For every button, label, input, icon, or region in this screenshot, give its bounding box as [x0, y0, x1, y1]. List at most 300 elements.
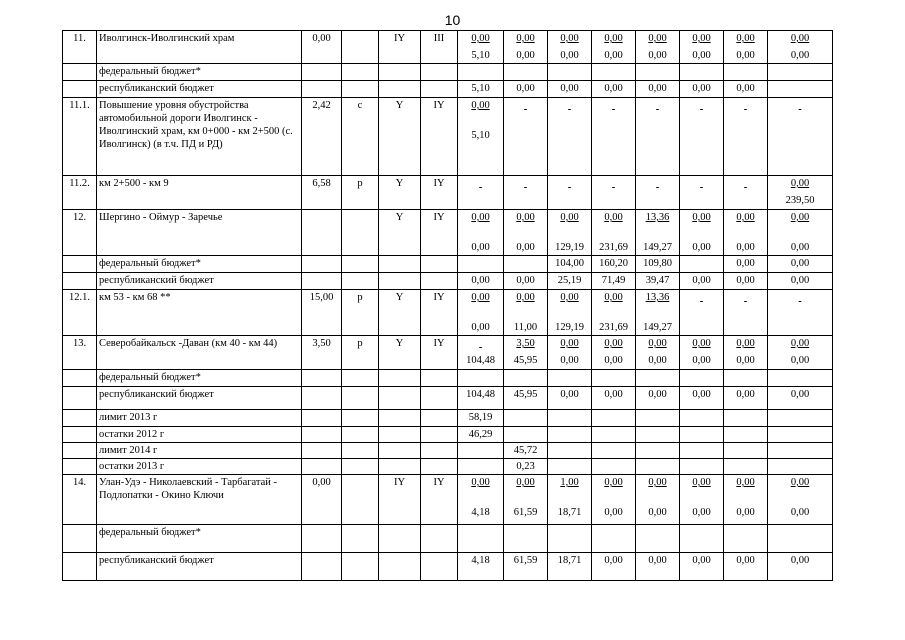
- year-value-cell: [680, 336, 724, 370]
- table-row: [63, 459, 833, 475]
- road-name: республиканский бюджет: [97, 553, 302, 581]
- cost-value: 239,50: [785, 195, 815, 206]
- length-value: 0,00: [516, 33, 535, 44]
- year-value-cell: [504, 176, 548, 210]
- year-value-cell: [458, 290, 504, 336]
- year-value-cell: [458, 336, 504, 370]
- table-row: [63, 64, 833, 81]
- length-value: 0,00: [790, 212, 810, 223]
- year-value-cell: [592, 427, 636, 443]
- length-value: 0,00: [471, 292, 490, 303]
- length-value: 0,00: [604, 212, 623, 223]
- year-value-cell: [548, 81, 592, 98]
- cost-value: 11,00: [513, 322, 538, 333]
- year-value-cell: [504, 98, 548, 176]
- year-value-cell: [636, 443, 680, 459]
- year-value-cell: [636, 176, 680, 210]
- cost-value: 45,95: [513, 355, 538, 366]
- length-value: 0,00: [560, 33, 579, 44]
- length-km: [302, 273, 342, 290]
- category-before: [379, 370, 421, 387]
- length-value: 0,00: [736, 477, 755, 488]
- year-value-cell: [458, 475, 504, 525]
- cost-value: 0,00: [736, 355, 755, 366]
- length-km: 15,00: [302, 290, 342, 336]
- year-value-cell: [592, 64, 636, 81]
- category-after: IY: [421, 290, 458, 336]
- year-value-cell: [724, 64, 768, 81]
- year-value-cell: [680, 475, 724, 525]
- row-number: 14.: [63, 475, 97, 525]
- category-after: IY: [421, 475, 458, 525]
- year-value-cell: [768, 387, 833, 410]
- cost-value: 0,00: [560, 83, 579, 94]
- category-before: [379, 64, 421, 81]
- length-value: 0,00: [516, 477, 535, 488]
- cost-value: 0,00: [648, 389, 667, 400]
- length-km: 0,00: [302, 31, 342, 64]
- year-value-cell: [504, 256, 548, 273]
- year-value-cell: [548, 210, 592, 256]
- year-value-cell: [592, 176, 636, 210]
- year-value-cell: [724, 336, 768, 370]
- year-value-cell: [504, 459, 548, 475]
- row-number: 11.2.: [63, 176, 97, 210]
- work-type: р: [342, 290, 379, 336]
- year-value-cell: [458, 273, 504, 290]
- category-before: [379, 427, 421, 443]
- year-value-cell: [680, 98, 724, 176]
- cost-value: 39,47: [645, 275, 670, 286]
- work-type: [342, 370, 379, 387]
- row-number: 11.: [63, 31, 97, 64]
- category-before: [379, 81, 421, 98]
- road-name: федеральный бюджет*: [97, 525, 302, 553]
- year-value-cell: [548, 427, 592, 443]
- year-value-cell: [636, 553, 680, 581]
- year-value-cell: [504, 64, 548, 81]
- length-value: [682, 99, 721, 112]
- length-value: 0,00: [516, 212, 535, 223]
- year-value-cell: [458, 176, 504, 210]
- cost-value: 149,27: [643, 322, 672, 333]
- year-value-cell: [768, 210, 833, 256]
- length-value: [770, 291, 830, 304]
- cost-value: 0,00: [736, 50, 755, 61]
- road-name: республиканский бюджет: [97, 81, 302, 98]
- year-value-cell: [724, 81, 768, 98]
- year-value-cell: [548, 176, 592, 210]
- length-value: 13,36: [645, 212, 670, 223]
- year-value-cell: [768, 553, 833, 581]
- row-number: 11.1.: [63, 98, 97, 176]
- cost-value: 5,10: [471, 130, 490, 141]
- length-km: [302, 443, 342, 459]
- year-value-cell: [548, 290, 592, 336]
- cost-value: 61,59: [513, 555, 538, 566]
- work-type: [342, 31, 379, 64]
- year-value-cell: [636, 81, 680, 98]
- length-value: 0,00: [648, 33, 667, 44]
- category-after: III: [421, 31, 458, 64]
- year-value-cell: [504, 273, 548, 290]
- length-value: 0,00: [790, 33, 810, 44]
- cost-value: 5,10: [471, 50, 490, 61]
- length-value: [594, 177, 633, 190]
- cost-value: 5,10: [471, 83, 490, 94]
- year-value-cell: [458, 427, 504, 443]
- year-value-cell: [636, 98, 680, 176]
- year-value-cell: [548, 370, 592, 387]
- year-value-cell: [680, 370, 724, 387]
- year-value-cell: [458, 81, 504, 98]
- year-value-cell: [680, 290, 724, 336]
- year-value-cell: [768, 336, 833, 370]
- category-before: Y: [379, 336, 421, 370]
- row-number: 12.: [63, 210, 97, 256]
- table-row: [63, 427, 833, 443]
- category-before: [379, 387, 421, 410]
- length-value: 0,00: [560, 212, 579, 223]
- category-after: IY: [421, 336, 458, 370]
- road-program-table: [62, 30, 833, 581]
- work-type: [342, 81, 379, 98]
- year-value-cell: [680, 525, 724, 553]
- table-row: [63, 210, 833, 256]
- length-value: 0,00: [736, 33, 755, 44]
- year-value-cell: [636, 370, 680, 387]
- work-type: [342, 64, 379, 81]
- row-number: [63, 553, 97, 581]
- row-number: [63, 427, 97, 443]
- length-value: 13,36: [645, 292, 670, 303]
- year-value-cell: [768, 525, 833, 553]
- length-value: [550, 99, 589, 112]
- year-value-cell: [768, 410, 833, 427]
- year-value-cell: [458, 459, 504, 475]
- category-before: [379, 443, 421, 459]
- category-before: IY: [379, 31, 421, 64]
- cost-value: 0,00: [516, 83, 535, 94]
- cost-value: 0,00: [736, 83, 755, 94]
- road-name: федеральный бюджет*: [97, 256, 302, 273]
- year-value-cell: [548, 273, 592, 290]
- cost-value: 0,00: [560, 389, 579, 400]
- year-value-cell: [724, 176, 768, 210]
- work-type: [342, 443, 379, 459]
- year-value-cell: [724, 273, 768, 290]
- cost-value: 0,00: [648, 83, 667, 94]
- year-value-cell: [724, 410, 768, 427]
- work-type: [342, 475, 379, 525]
- category-before: [379, 553, 421, 581]
- table-row: [63, 553, 833, 581]
- category-before: [379, 273, 421, 290]
- year-value-cell: [548, 525, 592, 553]
- cost-value: 0,00: [790, 355, 810, 366]
- category-after: [421, 370, 458, 387]
- year-value-cell: [636, 336, 680, 370]
- length-value: [682, 177, 721, 190]
- length-km: [302, 256, 342, 273]
- year-value-cell: [680, 176, 724, 210]
- length-value: [726, 291, 765, 304]
- length-value: [460, 337, 501, 350]
- year-value-cell: [768, 459, 833, 475]
- year-value-cell: [680, 427, 724, 443]
- cost-value: 0,00: [604, 507, 623, 518]
- length-value: [550, 177, 589, 190]
- year-value-cell: [680, 256, 724, 273]
- length-km: [302, 410, 342, 427]
- table-row: [63, 475, 833, 525]
- cost-value: 0,00: [516, 275, 535, 286]
- year-value-cell: [768, 256, 833, 273]
- year-value-cell: [504, 210, 548, 256]
- length-km: 2,42: [302, 98, 342, 176]
- category-before: IY: [379, 475, 421, 525]
- cost-value: 0,00: [736, 258, 755, 269]
- road-name: остатки 2012 г: [97, 427, 302, 443]
- category-after: [421, 81, 458, 98]
- year-value-cell: [458, 553, 504, 581]
- cost-value: 0,00: [736, 555, 755, 566]
- year-value-cell: [592, 81, 636, 98]
- category-before: Y: [379, 290, 421, 336]
- cost-value: 45,72: [513, 445, 538, 456]
- road-name: федеральный бюджет*: [97, 370, 302, 387]
- year-value-cell: [504, 336, 548, 370]
- year-value-cell: [504, 387, 548, 410]
- cost-value: 0,00: [604, 83, 623, 94]
- length-value: 0,00: [692, 33, 711, 44]
- category-after: [421, 459, 458, 475]
- year-value-cell: [636, 210, 680, 256]
- year-value-cell: [504, 427, 548, 443]
- year-value-cell: [592, 553, 636, 581]
- year-value-cell: [680, 273, 724, 290]
- year-value-cell: [636, 525, 680, 553]
- cost-value: 4,18: [471, 555, 490, 566]
- work-type: [342, 525, 379, 553]
- length-value: [460, 177, 501, 190]
- year-value-cell: [724, 290, 768, 336]
- length-value: [726, 99, 765, 112]
- year-value-cell: [636, 273, 680, 290]
- year-value-cell: [768, 370, 833, 387]
- cost-value: 104,48: [466, 389, 495, 400]
- road-name: лимит 2013 г: [97, 410, 302, 427]
- cost-value: 231,69: [599, 322, 628, 333]
- year-value-cell: [592, 98, 636, 176]
- year-value-cell: [592, 525, 636, 553]
- year-value-cell: [592, 256, 636, 273]
- cost-value: 0,00: [736, 507, 755, 518]
- cost-value: 0,00: [471, 275, 490, 286]
- length-km: [302, 64, 342, 81]
- year-value-cell: [548, 459, 592, 475]
- year-value-cell: [548, 387, 592, 410]
- length-value: 0,00: [604, 33, 623, 44]
- length-value: [506, 99, 545, 112]
- cost-value: 4,18: [471, 507, 490, 518]
- cost-value: 0,00: [604, 50, 623, 61]
- cost-value: 25,19: [557, 275, 582, 286]
- year-value-cell: [724, 443, 768, 459]
- category-before: [379, 410, 421, 427]
- category-before: Y: [379, 176, 421, 210]
- year-value-cell: [636, 410, 680, 427]
- category-after: [421, 427, 458, 443]
- year-value-cell: [724, 210, 768, 256]
- category-after: [421, 273, 458, 290]
- table-row: [63, 387, 833, 410]
- work-type: [342, 459, 379, 475]
- category-before: [379, 459, 421, 475]
- cost-value: 129,19: [555, 322, 584, 333]
- cost-value: 109,80: [643, 258, 672, 269]
- year-value-cell: [504, 525, 548, 553]
- road-name: республиканский бюджет: [97, 387, 302, 410]
- cost-value: 0,00: [790, 50, 810, 61]
- cost-value: 0,00: [692, 389, 711, 400]
- year-value-cell: [592, 387, 636, 410]
- cost-value: 0,00: [790, 389, 810, 400]
- table-row: [63, 273, 833, 290]
- year-value-cell: [548, 410, 592, 427]
- row-number: [63, 410, 97, 427]
- length-value: [594, 99, 633, 112]
- cost-value: 0,00: [692, 507, 711, 518]
- year-value-cell: [636, 427, 680, 443]
- length-value: [770, 99, 830, 112]
- year-value-cell: [636, 459, 680, 475]
- year-value-cell: [768, 290, 833, 336]
- year-value-cell: [548, 31, 592, 64]
- cost-value: 0,00: [736, 275, 755, 286]
- cost-value: 0,00: [560, 355, 579, 366]
- cost-value: 0,00: [648, 507, 667, 518]
- year-value-cell: [458, 370, 504, 387]
- work-type: р: [342, 176, 379, 210]
- length-km: 0,00: [302, 475, 342, 525]
- year-value-cell: [768, 31, 833, 64]
- cost-value: 104,48: [466, 355, 495, 366]
- cost-value: 0,00: [604, 555, 623, 566]
- year-value-cell: [724, 256, 768, 273]
- cost-value: 0,00: [471, 242, 490, 253]
- year-value-cell: [680, 210, 724, 256]
- length-value: 1,00: [560, 477, 579, 488]
- road-name: км 2+500 - км 9: [97, 176, 302, 210]
- year-value-cell: [636, 256, 680, 273]
- length-value: [726, 177, 765, 190]
- length-km: [302, 553, 342, 581]
- year-value-cell: [592, 31, 636, 64]
- category-after: IY: [421, 176, 458, 210]
- cost-value: 0,00: [692, 83, 711, 94]
- year-value-cell: [592, 410, 636, 427]
- year-value-cell: [458, 525, 504, 553]
- cost-value: 18,71: [557, 555, 582, 566]
- length-value: 0,00: [471, 100, 490, 111]
- road-name: лимит 2014 г: [97, 443, 302, 459]
- cost-value: 0,00: [648, 355, 667, 366]
- category-before: Y: [379, 98, 421, 176]
- year-value-cell: [592, 290, 636, 336]
- cost-value: 0,00: [604, 355, 623, 366]
- year-value-cell: [724, 31, 768, 64]
- length-value: [682, 291, 721, 304]
- work-type: р: [342, 336, 379, 370]
- cost-value: 0,00: [604, 389, 623, 400]
- length-km: [302, 210, 342, 256]
- year-value-cell: [504, 31, 548, 64]
- length-value: 0,00: [560, 338, 579, 349]
- year-value-cell: [592, 370, 636, 387]
- year-value-cell: [680, 64, 724, 81]
- road-name: Северобайкальск -Даван (км 40 - км 44): [97, 336, 302, 370]
- cost-value: 0,00: [516, 50, 535, 61]
- year-value-cell: [592, 475, 636, 525]
- row-number: [63, 443, 97, 459]
- length-value: 0,00: [604, 338, 623, 349]
- year-value-cell: [504, 290, 548, 336]
- cost-value: 0,00: [648, 555, 667, 566]
- length-value: 0,00: [471, 477, 490, 488]
- year-value-cell: [592, 273, 636, 290]
- length-value: 0,00: [790, 178, 810, 189]
- year-value-cell: [458, 410, 504, 427]
- length-value: [638, 99, 677, 112]
- cost-value: 160,20: [599, 258, 628, 269]
- cost-value: 0,00: [471, 322, 490, 333]
- year-value-cell: [768, 98, 833, 176]
- page-number: 10: [444, 12, 461, 28]
- year-value-cell: [592, 210, 636, 256]
- year-value-cell: [636, 475, 680, 525]
- work-type: [342, 553, 379, 581]
- row-number: [63, 256, 97, 273]
- category-after: IY: [421, 98, 458, 176]
- cost-value: 45,95: [513, 389, 538, 400]
- category-after: [421, 553, 458, 581]
- year-value-cell: [724, 553, 768, 581]
- cost-value: 0,00: [692, 50, 711, 61]
- length-km: 6,58: [302, 176, 342, 210]
- cost-value: 0,00: [560, 50, 579, 61]
- year-value-cell: [636, 64, 680, 81]
- year-value-cell: [592, 459, 636, 475]
- year-value-cell: [724, 387, 768, 410]
- year-value-cell: [636, 387, 680, 410]
- category-before: Y: [379, 210, 421, 256]
- year-value-cell: [768, 475, 833, 525]
- year-value-cell: [636, 290, 680, 336]
- cost-value: 0,00: [692, 555, 711, 566]
- year-value-cell: [724, 427, 768, 443]
- table-body: [63, 31, 833, 581]
- length-value: 0,00: [604, 292, 623, 303]
- cost-value: 0,00: [692, 355, 711, 366]
- year-value-cell: [548, 256, 592, 273]
- year-value-cell: [548, 98, 592, 176]
- year-value-cell: [458, 256, 504, 273]
- length-value: 0,00: [516, 292, 535, 303]
- length-km: [302, 459, 342, 475]
- year-value-cell: [724, 459, 768, 475]
- year-value-cell: [636, 31, 680, 64]
